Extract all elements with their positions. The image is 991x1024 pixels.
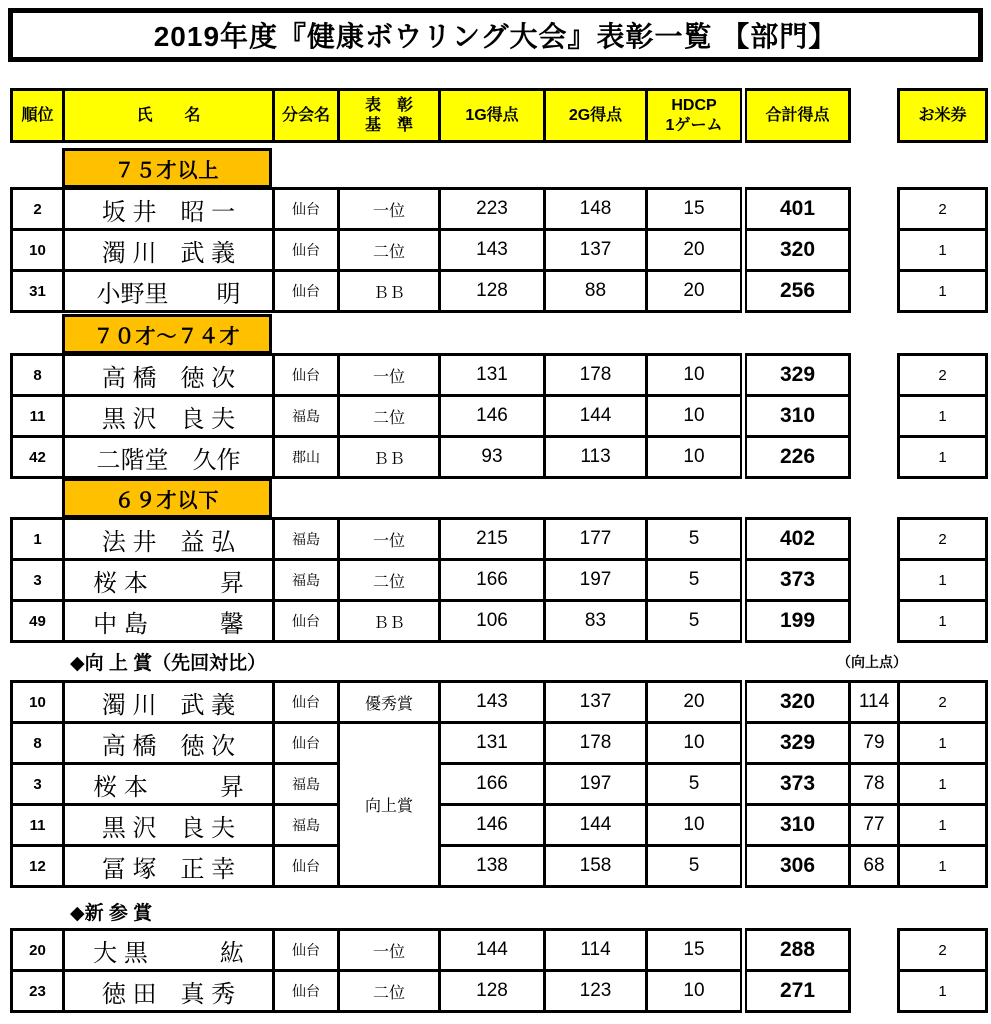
branch-cell: 仙台 bbox=[274, 230, 339, 271]
criteria-cell: 一位 bbox=[339, 355, 440, 396]
name-cell: 桜 本 昇 bbox=[64, 764, 274, 805]
table-row bbox=[12, 930, 987, 971]
branch-cell: 郡山 bbox=[274, 437, 339, 478]
rice-ticket-cell: 2 bbox=[899, 930, 987, 971]
criteria-cell: ＢＢ bbox=[339, 271, 440, 312]
g2-score-cell: 144 bbox=[545, 805, 647, 846]
branch-cell: 仙台 bbox=[274, 682, 339, 723]
header-total: 合計得点 bbox=[744, 90, 850, 142]
spacer-cell bbox=[850, 437, 899, 478]
table-row bbox=[12, 560, 987, 601]
rank-cell: 2 bbox=[12, 189, 64, 230]
g1-score-cell: 146 bbox=[440, 805, 545, 846]
name-cell: 濁 川 武 義 bbox=[64, 682, 274, 723]
header-criteria-line1: 表 彰 bbox=[364, 96, 413, 114]
spacer-cell bbox=[850, 560, 899, 601]
name-cell: 高 橋 徳 次 bbox=[64, 355, 274, 396]
criteria-cell: 優秀賞 bbox=[339, 682, 440, 723]
rice-ticket-cell: 2 bbox=[899, 355, 987, 396]
rank-cell: 42 bbox=[12, 437, 64, 478]
header-spacer bbox=[850, 90, 899, 142]
table-improvement-award bbox=[10, 680, 988, 888]
table-age-75-plus bbox=[10, 187, 988, 313]
header-criteria-line2: 基 準 bbox=[364, 116, 413, 134]
table-row bbox=[12, 601, 987, 642]
criteria-cell: 二位 bbox=[339, 560, 440, 601]
table-newcomer-award bbox=[10, 928, 988, 1013]
total-score-cell: 226 bbox=[744, 437, 850, 478]
g1-score-cell: 131 bbox=[440, 355, 545, 396]
g1-score-cell: 128 bbox=[440, 971, 545, 1012]
spacer-cell bbox=[850, 601, 899, 642]
total-score-cell: 199 bbox=[744, 601, 850, 642]
g1-score-cell: 144 bbox=[440, 930, 545, 971]
improvement-points-cell: 68 bbox=[850, 846, 899, 887]
criteria-cell: 一位 bbox=[339, 189, 440, 230]
total-score-cell: 288 bbox=[744, 930, 850, 971]
spacer-cell bbox=[850, 355, 899, 396]
g1-score-cell: 143 bbox=[440, 682, 545, 723]
branch-cell: 仙台 bbox=[274, 189, 339, 230]
hdcp-cell: 10 bbox=[647, 971, 744, 1012]
g2-score-cell: 113 bbox=[545, 437, 647, 478]
name-cell: 高 橋 徳 次 bbox=[64, 723, 274, 764]
g1-score-cell: 93 bbox=[440, 437, 545, 478]
total-score-cell: 320 bbox=[744, 230, 850, 271]
band-age-69-under: ６９才以下 bbox=[62, 478, 272, 518]
spacer-cell bbox=[850, 930, 899, 971]
g1-score-cell: 146 bbox=[440, 396, 545, 437]
spacer-cell bbox=[850, 519, 899, 560]
header-hdcp-line2: 1ゲーム bbox=[665, 116, 723, 134]
label-improvement-points: （向上点） bbox=[837, 654, 907, 670]
branch-cell: 仙台 bbox=[274, 723, 339, 764]
header-g2: 2G得点 bbox=[545, 90, 647, 142]
branch-cell: 福島 bbox=[274, 560, 339, 601]
column-header-row bbox=[10, 88, 988, 143]
hdcp-cell: 15 bbox=[647, 189, 744, 230]
hdcp-cell: 5 bbox=[647, 764, 744, 805]
rice-ticket-cell: 1 bbox=[899, 723, 987, 764]
criteria-cell: 一位 bbox=[339, 930, 440, 971]
rice-ticket-cell: 1 bbox=[899, 271, 987, 312]
g1-score-cell: 128 bbox=[440, 271, 545, 312]
rank-cell: 12 bbox=[12, 846, 64, 887]
hdcp-cell: 15 bbox=[647, 930, 744, 971]
criteria-merged-cell: 向上賞 bbox=[339, 723, 440, 887]
label-newcomer-award: ◆新 参 賞 bbox=[70, 903, 153, 924]
total-score-cell: 373 bbox=[744, 764, 850, 805]
criteria-cell: 二位 bbox=[339, 230, 440, 271]
branch-cell: 福島 bbox=[274, 396, 339, 437]
criteria-cell: 二位 bbox=[339, 971, 440, 1012]
hdcp-cell: 20 bbox=[647, 230, 744, 271]
rank-cell: 3 bbox=[12, 764, 64, 805]
hdcp-cell: 10 bbox=[647, 355, 744, 396]
rank-cell: 49 bbox=[12, 601, 64, 642]
header-name: 氏 名 bbox=[64, 90, 274, 142]
table-row bbox=[12, 971, 987, 1012]
improvement-points-cell: 114 bbox=[850, 682, 899, 723]
header-g1: 1G得点 bbox=[440, 90, 545, 142]
table-row bbox=[12, 355, 987, 396]
improvement-points-cell: 78 bbox=[850, 764, 899, 805]
rice-ticket-cell: 1 bbox=[899, 805, 987, 846]
spacer-cell bbox=[850, 396, 899, 437]
name-cell: 冨 塚 正 幸 bbox=[64, 846, 274, 887]
rank-cell: 10 bbox=[12, 230, 64, 271]
total-score-cell: 310 bbox=[744, 396, 850, 437]
name-cell: 濁 川 武 義 bbox=[64, 230, 274, 271]
table-row bbox=[12, 682, 987, 723]
rank-cell: 20 bbox=[12, 930, 64, 971]
g2-score-cell: 148 bbox=[545, 189, 647, 230]
rice-ticket-cell: 1 bbox=[899, 601, 987, 642]
total-score-cell: 401 bbox=[744, 189, 850, 230]
hdcp-cell: 10 bbox=[647, 396, 744, 437]
table-row bbox=[12, 764, 987, 805]
criteria-cell: ＢＢ bbox=[339, 601, 440, 642]
g2-score-cell: 197 bbox=[545, 560, 647, 601]
spacer-cell bbox=[850, 230, 899, 271]
name-cell: 坂 井 昭 一 bbox=[64, 189, 274, 230]
g1-score-cell: 166 bbox=[440, 764, 545, 805]
g1-score-cell: 143 bbox=[440, 230, 545, 271]
g2-score-cell: 178 bbox=[545, 355, 647, 396]
hdcp-cell: 20 bbox=[647, 271, 744, 312]
hdcp-cell: 5 bbox=[647, 560, 744, 601]
rank-cell: 11 bbox=[12, 396, 64, 437]
total-score-cell: 310 bbox=[744, 805, 850, 846]
header-rank: 順位 bbox=[12, 90, 64, 142]
hdcp-cell: 10 bbox=[647, 805, 744, 846]
criteria-cell: 二位 bbox=[339, 396, 440, 437]
rice-ticket-cell: 1 bbox=[899, 396, 987, 437]
table-age-69-under bbox=[10, 517, 988, 643]
rank-cell: 23 bbox=[12, 971, 64, 1012]
total-score-cell: 329 bbox=[744, 355, 850, 396]
rank-cell: 31 bbox=[12, 271, 64, 312]
hdcp-cell: 5 bbox=[647, 519, 744, 560]
criteria-cell: 一位 bbox=[339, 519, 440, 560]
branch-cell: 仙台 bbox=[274, 271, 339, 312]
hdcp-cell: 10 bbox=[647, 723, 744, 764]
rank-cell: 8 bbox=[12, 355, 64, 396]
g2-score-cell: 137 bbox=[545, 682, 647, 723]
g1-score-cell: 166 bbox=[440, 560, 545, 601]
rice-ticket-cell: 2 bbox=[899, 682, 987, 723]
rank-cell: 3 bbox=[12, 560, 64, 601]
total-score-cell: 256 bbox=[744, 271, 850, 312]
name-cell: 中 島 馨 bbox=[64, 601, 274, 642]
name-cell: 黒 沢 良 夫 bbox=[64, 396, 274, 437]
hdcp-cell: 10 bbox=[647, 437, 744, 478]
band-age-70-74: ７０才～７４才 bbox=[62, 314, 272, 354]
g2-score-cell: 83 bbox=[545, 601, 647, 642]
table-row bbox=[12, 271, 987, 312]
branch-cell: 仙台 bbox=[274, 355, 339, 396]
total-score-cell: 373 bbox=[744, 560, 850, 601]
table-row bbox=[12, 189, 987, 230]
total-score-cell: 402 bbox=[744, 519, 850, 560]
hdcp-cell: 20 bbox=[647, 682, 744, 723]
page-title: 2019年度『健康ボウリング大会』表彰一覧 【部門】 bbox=[8, 8, 983, 62]
g2-score-cell: 114 bbox=[545, 930, 647, 971]
rank-cell: 11 bbox=[12, 805, 64, 846]
header-branch: 分会名 bbox=[274, 90, 339, 142]
g2-score-cell: 137 bbox=[545, 230, 647, 271]
label-improvement-award: ◆向 上 賞（先回対比） bbox=[70, 653, 267, 674]
g2-score-cell: 197 bbox=[545, 764, 647, 805]
name-cell: 大 黒 紘 bbox=[64, 930, 274, 971]
hdcp-cell: 5 bbox=[647, 601, 744, 642]
rice-ticket-cell: 1 bbox=[899, 230, 987, 271]
band-age-75-plus: ７５才以上 bbox=[62, 148, 272, 188]
table-row bbox=[12, 805, 987, 846]
table-row bbox=[12, 723, 987, 764]
rank-cell: 1 bbox=[12, 519, 64, 560]
header-hdcp-line1: HDCP bbox=[671, 96, 717, 114]
branch-cell: 仙台 bbox=[274, 601, 339, 642]
branch-cell: 仙台 bbox=[274, 930, 339, 971]
total-score-cell: 329 bbox=[744, 723, 850, 764]
rice-ticket-cell: 2 bbox=[899, 519, 987, 560]
branch-cell: 福島 bbox=[274, 764, 339, 805]
spacer-cell bbox=[850, 971, 899, 1012]
g2-score-cell: 144 bbox=[545, 396, 647, 437]
branch-cell: 福島 bbox=[274, 519, 339, 560]
table-row bbox=[12, 437, 987, 478]
g2-score-cell: 88 bbox=[545, 271, 647, 312]
name-cell: 法 井 益 弘 bbox=[64, 519, 274, 560]
name-cell: 小野里 明 bbox=[64, 271, 274, 312]
g1-score-cell: 215 bbox=[440, 519, 545, 560]
header-criteria bbox=[339, 90, 440, 142]
header-hdcp bbox=[647, 90, 744, 142]
g1-score-cell: 131 bbox=[440, 723, 545, 764]
spacer-cell bbox=[850, 189, 899, 230]
rice-ticket-cell: 1 bbox=[899, 437, 987, 478]
header-rice: お米券 bbox=[899, 90, 987, 142]
table-row bbox=[12, 519, 987, 560]
branch-cell: 仙台 bbox=[274, 971, 339, 1012]
improvement-points-cell: 79 bbox=[850, 723, 899, 764]
name-cell: 徳 田 真 秀 bbox=[64, 971, 274, 1012]
table-age-70-74 bbox=[10, 353, 988, 479]
spacer-cell bbox=[850, 271, 899, 312]
rice-ticket-cell: 1 bbox=[899, 560, 987, 601]
total-score-cell: 320 bbox=[744, 682, 850, 723]
name-cell: 黒 沢 良 夫 bbox=[64, 805, 274, 846]
branch-cell: 仙台 bbox=[274, 846, 339, 887]
header-row bbox=[12, 90, 987, 142]
g2-score-cell: 177 bbox=[545, 519, 647, 560]
g2-score-cell: 158 bbox=[545, 846, 647, 887]
criteria-cell: ＢＢ bbox=[339, 437, 440, 478]
improvement-points-cell: 77 bbox=[850, 805, 899, 846]
rice-ticket-cell: 1 bbox=[899, 764, 987, 805]
name-cell: 桜 本 昇 bbox=[64, 560, 274, 601]
rank-cell: 8 bbox=[12, 723, 64, 764]
rice-ticket-cell: 2 bbox=[899, 189, 987, 230]
rank-cell: 10 bbox=[12, 682, 64, 723]
table-row bbox=[12, 396, 987, 437]
hdcp-cell: 5 bbox=[647, 846, 744, 887]
g2-score-cell: 178 bbox=[545, 723, 647, 764]
table-row bbox=[12, 230, 987, 271]
g1-score-cell: 138 bbox=[440, 846, 545, 887]
rice-ticket-cell: 1 bbox=[899, 846, 987, 887]
g1-score-cell: 106 bbox=[440, 601, 545, 642]
name-cell: 二階堂 久作 bbox=[64, 437, 274, 478]
branch-cell: 福島 bbox=[274, 805, 339, 846]
g1-score-cell: 223 bbox=[440, 189, 545, 230]
g2-score-cell: 123 bbox=[545, 971, 647, 1012]
total-score-cell: 306 bbox=[744, 846, 850, 887]
table-row bbox=[12, 846, 987, 887]
rice-ticket-cell: 1 bbox=[899, 971, 987, 1012]
total-score-cell: 271 bbox=[744, 971, 850, 1012]
